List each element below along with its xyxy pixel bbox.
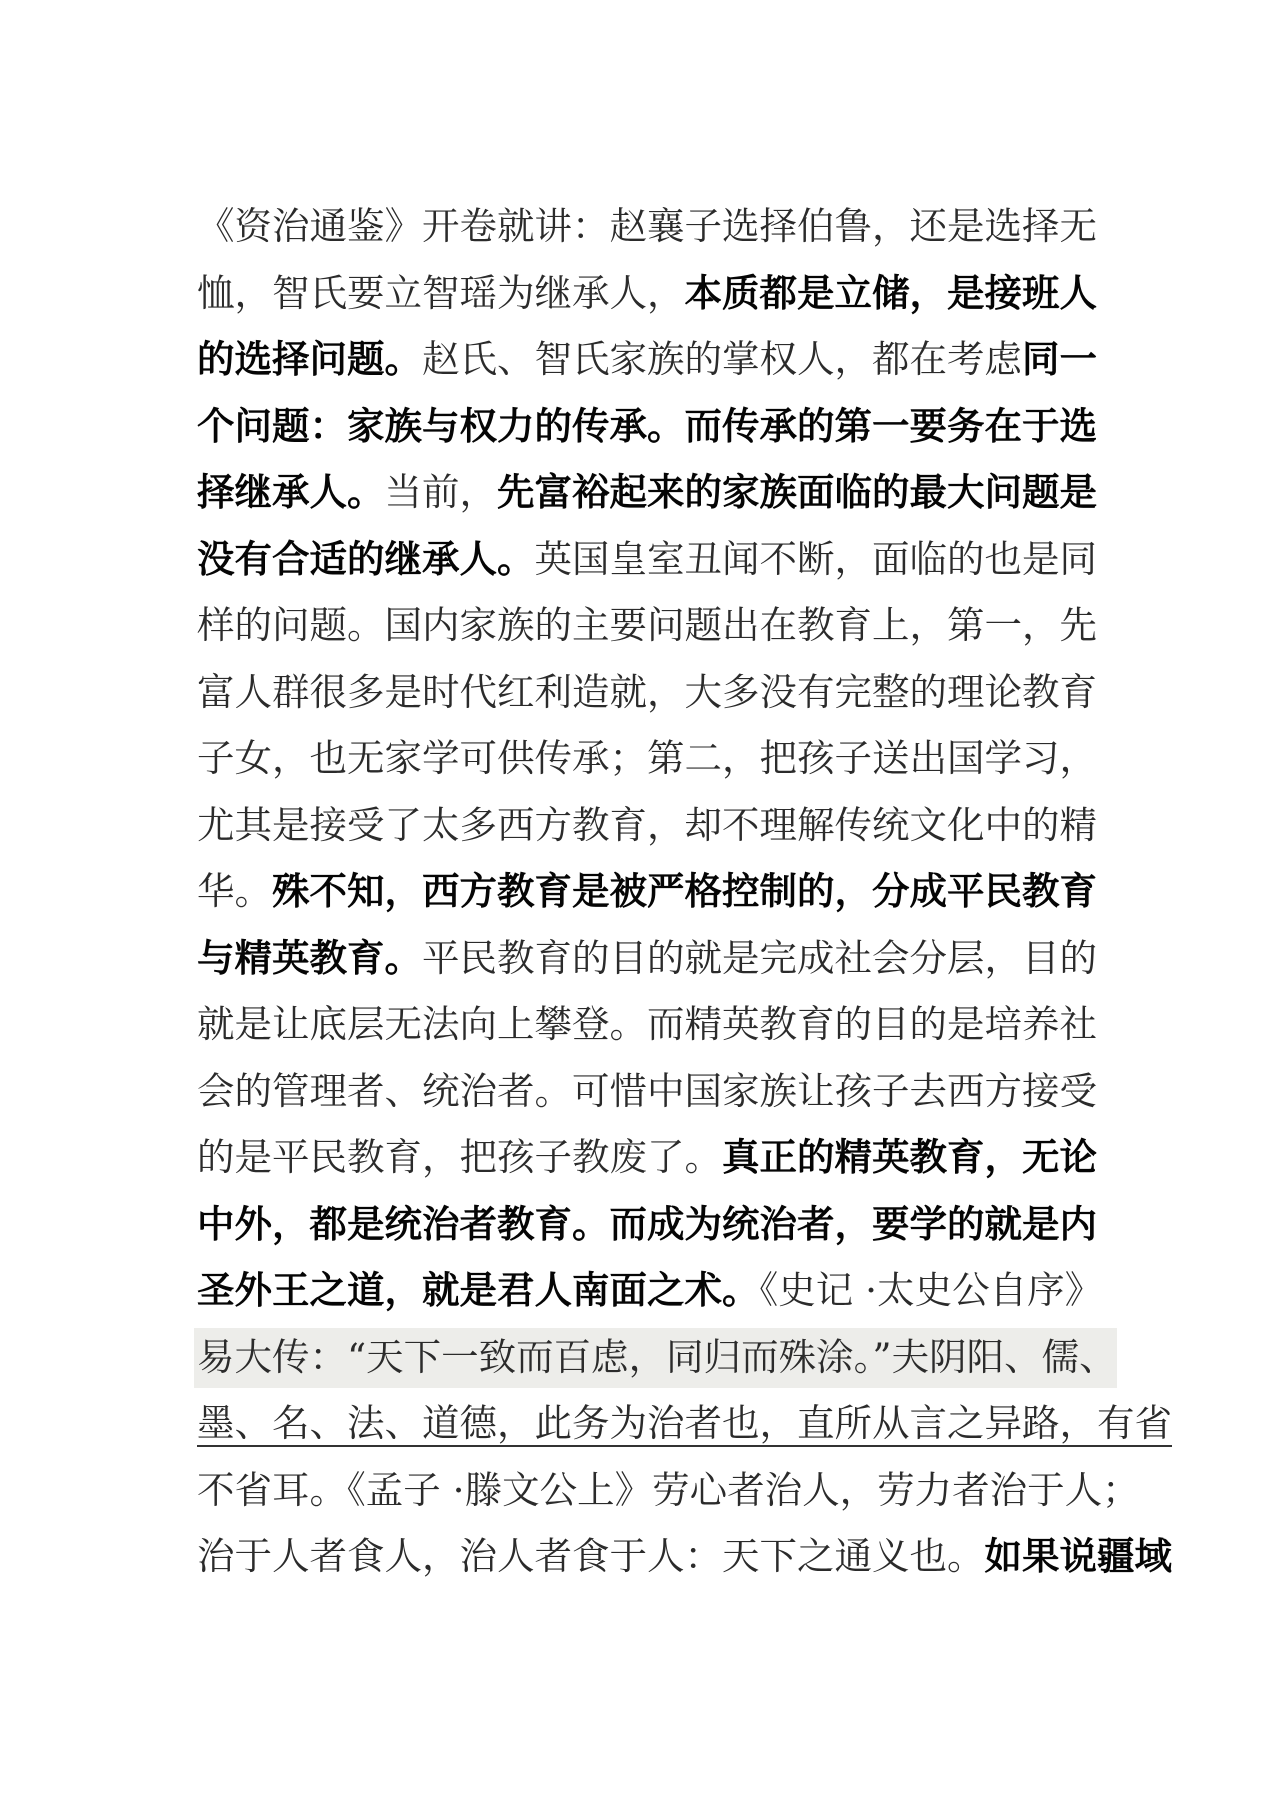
text-line-2 (197, 260, 1237, 327)
text-run: 治于人者食人，治人者食于人：天下之通义也。 (197, 1534, 985, 1578)
text-run: 样的问题。国内家族的主要问题出在教育上，第一，先 (197, 603, 1097, 647)
text-run: 《资治通鉴》开卷就讲：赵襄子选择伯鲁，还是选择无 (197, 204, 1097, 248)
text-line-12 (197, 925, 1237, 992)
bold-text-run: 择继承人。 (197, 470, 385, 514)
underlined-text-line (197, 1390, 1237, 1457)
bold-text-run: 与精英教育。 (197, 935, 422, 980)
text-run: 易大传：“天下一致而百虑，同归而殊涂。”夫阴阳、儒、 (197, 1334, 1117, 1379)
text-run: 华。 (197, 869, 272, 913)
bold-text-run: 没有合适的继承人。 (197, 536, 535, 581)
text-line-3 (197, 326, 1237, 393)
text-line-13 (197, 991, 1237, 1058)
text-run: 墨、名、法、道德，此务为治者也，直所从言之异路，有省 (197, 1401, 1172, 1445)
text-line-17 (197, 1257, 1237, 1324)
bold-text-run: 圣外王之道，就是君人南面之术。 (197, 1268, 760, 1312)
text-line-1 (197, 193, 1237, 260)
text-run: 子女，也无家学可供传承；第二，把孩子送出国学习， (197, 736, 1097, 780)
text-line-6 (197, 526, 1237, 593)
text-run: 就是让底层无法向上攀登。而精英教育的目的是培养社 (197, 1002, 1097, 1046)
text-run: 的是平民教育，把孩子教废了。 (197, 1135, 722, 1179)
text-line-9 (197, 725, 1237, 792)
text-run: 尤其是接受了太多西方教育，却不理解传统文化中的精 (197, 802, 1097, 847)
text-run: 恤，智氏要立智瑶为继承人， (197, 270, 685, 315)
bold-text-run: 如果说疆域 (984, 1534, 1172, 1578)
text-run: 富人群很多是时代红利造就，大多没有完整的理论教育 (197, 669, 1097, 714)
bold-text-run: 个问题：家族与权力的传承。而传承的第一要务在于选 (197, 403, 1097, 448)
text-line-21 (197, 1523, 1237, 1590)
text-run: 不省耳。《孟子 ·滕文公上》劳心者治人，劳力者治于人； (197, 1467, 1140, 1512)
bold-text-run: 同一 (1022, 337, 1097, 381)
text-line-5 (197, 459, 1237, 526)
text-run: 会的管理者、统治者。可惜中国家族让孩子去西方接受 (197, 1068, 1097, 1113)
bold-text-run: 真正的精英教育，无论 (722, 1135, 1097, 1179)
text-run: 英国皇室丑闻不断，面临的也是同 (534, 536, 1097, 581)
text-line-16 (197, 1191, 1237, 1258)
bold-text-run: 中外，都是统治者教育。而成为统治者，要学的就是内 (197, 1201, 1097, 1246)
highlighted-text-line (197, 1324, 1237, 1391)
text-line-20 (197, 1457, 1237, 1524)
text-run: 赵氏、智氏家族的掌权人，都在考虑 (422, 337, 1022, 381)
bold-text-run: 先富裕起来的家族面临的最大问题是 (497, 470, 1097, 514)
text-line-11 (197, 858, 1237, 925)
text-line-4 (197, 393, 1237, 460)
text-line-7 (197, 592, 1237, 659)
text-run: 平民教育的目的就是完成社会分层，目的 (422, 935, 1097, 980)
text-line-8 (197, 659, 1237, 726)
bold-text-run: 殊不知，西方教育是被严格控制的，分成平民教育 (272, 869, 1097, 913)
text-line-10 (197, 792, 1237, 859)
body-paragraph (197, 193, 1237, 1590)
bold-text-run: 的选择问题。 (197, 337, 422, 381)
text-run: 当前， (384, 470, 497, 514)
text-line-14 (197, 1058, 1237, 1125)
bold-text-run: 本质都是立储，是接班人 (684, 270, 1097, 315)
citation-run: 《史记 ·太史公自序》 (759, 1268, 1103, 1312)
text-line-15 (197, 1124, 1237, 1191)
